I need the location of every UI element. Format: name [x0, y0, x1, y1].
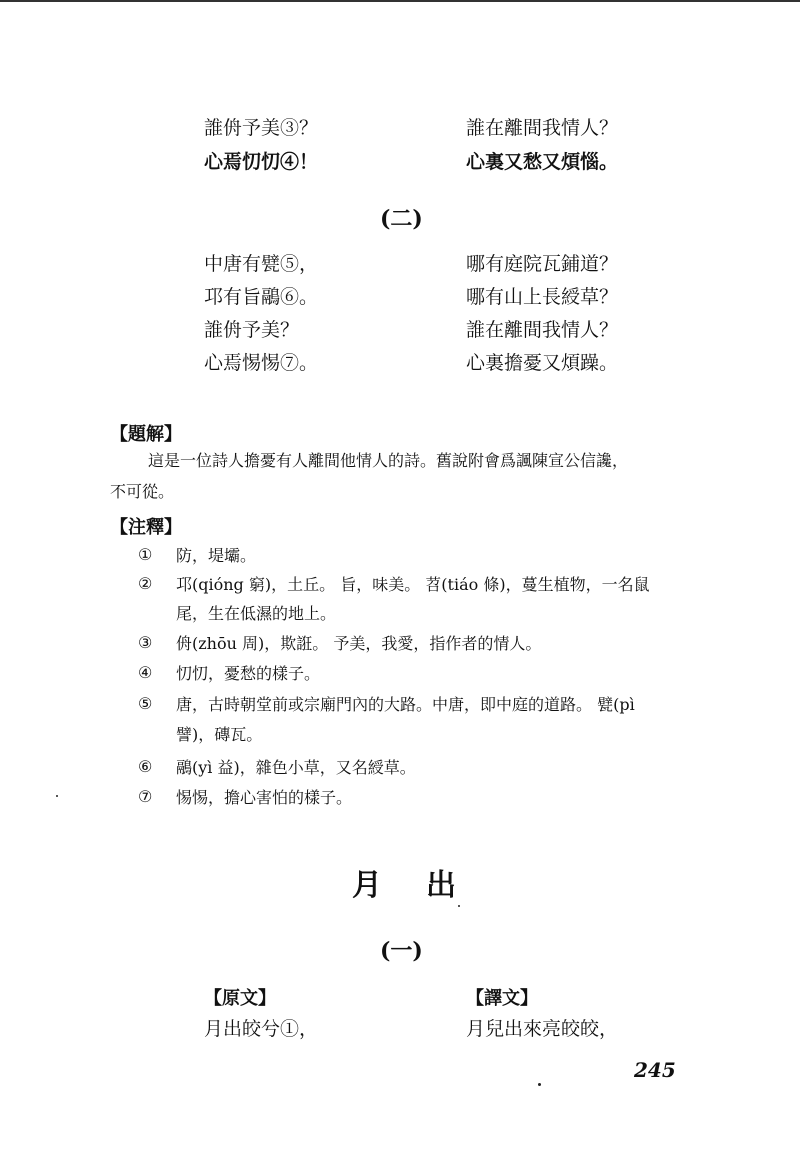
- explanation-line-1: 這是一位詩人擔憂有人離間他情人的詩。舊說附會爲諷陳宣公信讒，: [148, 451, 629, 470]
- note-6-number: ⑥: [138, 757, 153, 776]
- stanza1-right-line-1: 誰在離間我情人？: [466, 117, 619, 139]
- poem-title-char-2: 出: [426, 868, 456, 903]
- note-3-text: 侜(zhōu 周)，欺誑。 予美，我愛，指作者的情人。: [176, 634, 542, 653]
- top-border: [0, 0, 800, 2]
- stanza1-left-line-2: 心焉忉忉④！: [204, 151, 319, 173]
- poem-section-heading: (一): [380, 938, 423, 964]
- stanza1-left-line-1: 誰侜予美③？: [204, 117, 319, 139]
- poem-title-char-1: 月: [352, 868, 382, 903]
- note-7-text: 惕惕，擔心害怕的樣子。: [176, 788, 353, 807]
- note-2-text-line-2: 尾，生在低濕的地上。: [176, 604, 337, 623]
- page-number: 245: [634, 1058, 676, 1082]
- explanation-line-2: 不可從。: [110, 482, 175, 501]
- stanza2-right-line-1: 哪有庭院瓦鋪道？: [466, 253, 619, 275]
- stanza2-right-line-4: 心裏擔憂又煩躁。: [466, 352, 619, 374]
- note-6-text: 鷊(yì 益)，雜色小草，又名綬草。: [176, 758, 416, 777]
- stanza2-heading: (二): [380, 206, 423, 232]
- scan-speck: [458, 905, 460, 907]
- note-5-text-line-1: 唐，古時朝堂前或宗廟門內的大路。中唐，即中庭的道路。 甓(pì: [176, 695, 635, 714]
- note-1-text: 防，堤壩。: [176, 546, 257, 565]
- original-text-label: 【原文】: [204, 988, 276, 1009]
- stanza2-left-line-1: 中唐有甓⑤，: [204, 253, 319, 275]
- note-5-number: ⑤: [138, 694, 153, 713]
- note-2-number: ②: [138, 574, 153, 593]
- note-4-number: ④: [138, 663, 153, 682]
- note-2-text-line-1: 邛(qióng 窮)，土丘。 旨，味美。 苕(tiáo 條)，蔓生植物，一名鼠: [176, 575, 650, 594]
- notes-heading: 【注釋】: [110, 517, 182, 538]
- original-line-1: 月出皎兮①，: [204, 1018, 319, 1040]
- stanza2-right-line-3: 誰在離間我情人？: [466, 319, 619, 341]
- stanza2-right-line-2: 哪有山上長綬草？: [466, 286, 619, 308]
- stanza2-left-line-2: 邛有旨鷊⑥。: [204, 286, 319, 308]
- scan-speck: [56, 795, 58, 797]
- note-4-text: 忉忉，憂愁的樣子。: [176, 664, 321, 683]
- note-7-number: ⑦: [138, 787, 153, 806]
- note-1-number: ①: [138, 545, 153, 564]
- translation-label: 【譯文】: [466, 988, 538, 1009]
- stanza1-right-line-2: 心裏又愁又煩惱。: [466, 151, 619, 173]
- stanza2-left-line-4: 心焉惕惕⑦。: [204, 352, 319, 374]
- scan-speck: [538, 1083, 541, 1086]
- translation-line-1: 月兒出來亮皎皎，: [466, 1018, 619, 1040]
- explanation-heading: 【題解】: [110, 424, 182, 445]
- note-3-number: ③: [138, 633, 153, 652]
- note-5-text-line-2: 譬)，磚瓦。: [176, 725, 263, 744]
- stanza2-left-line-3: 誰侜予美？: [204, 319, 300, 341]
